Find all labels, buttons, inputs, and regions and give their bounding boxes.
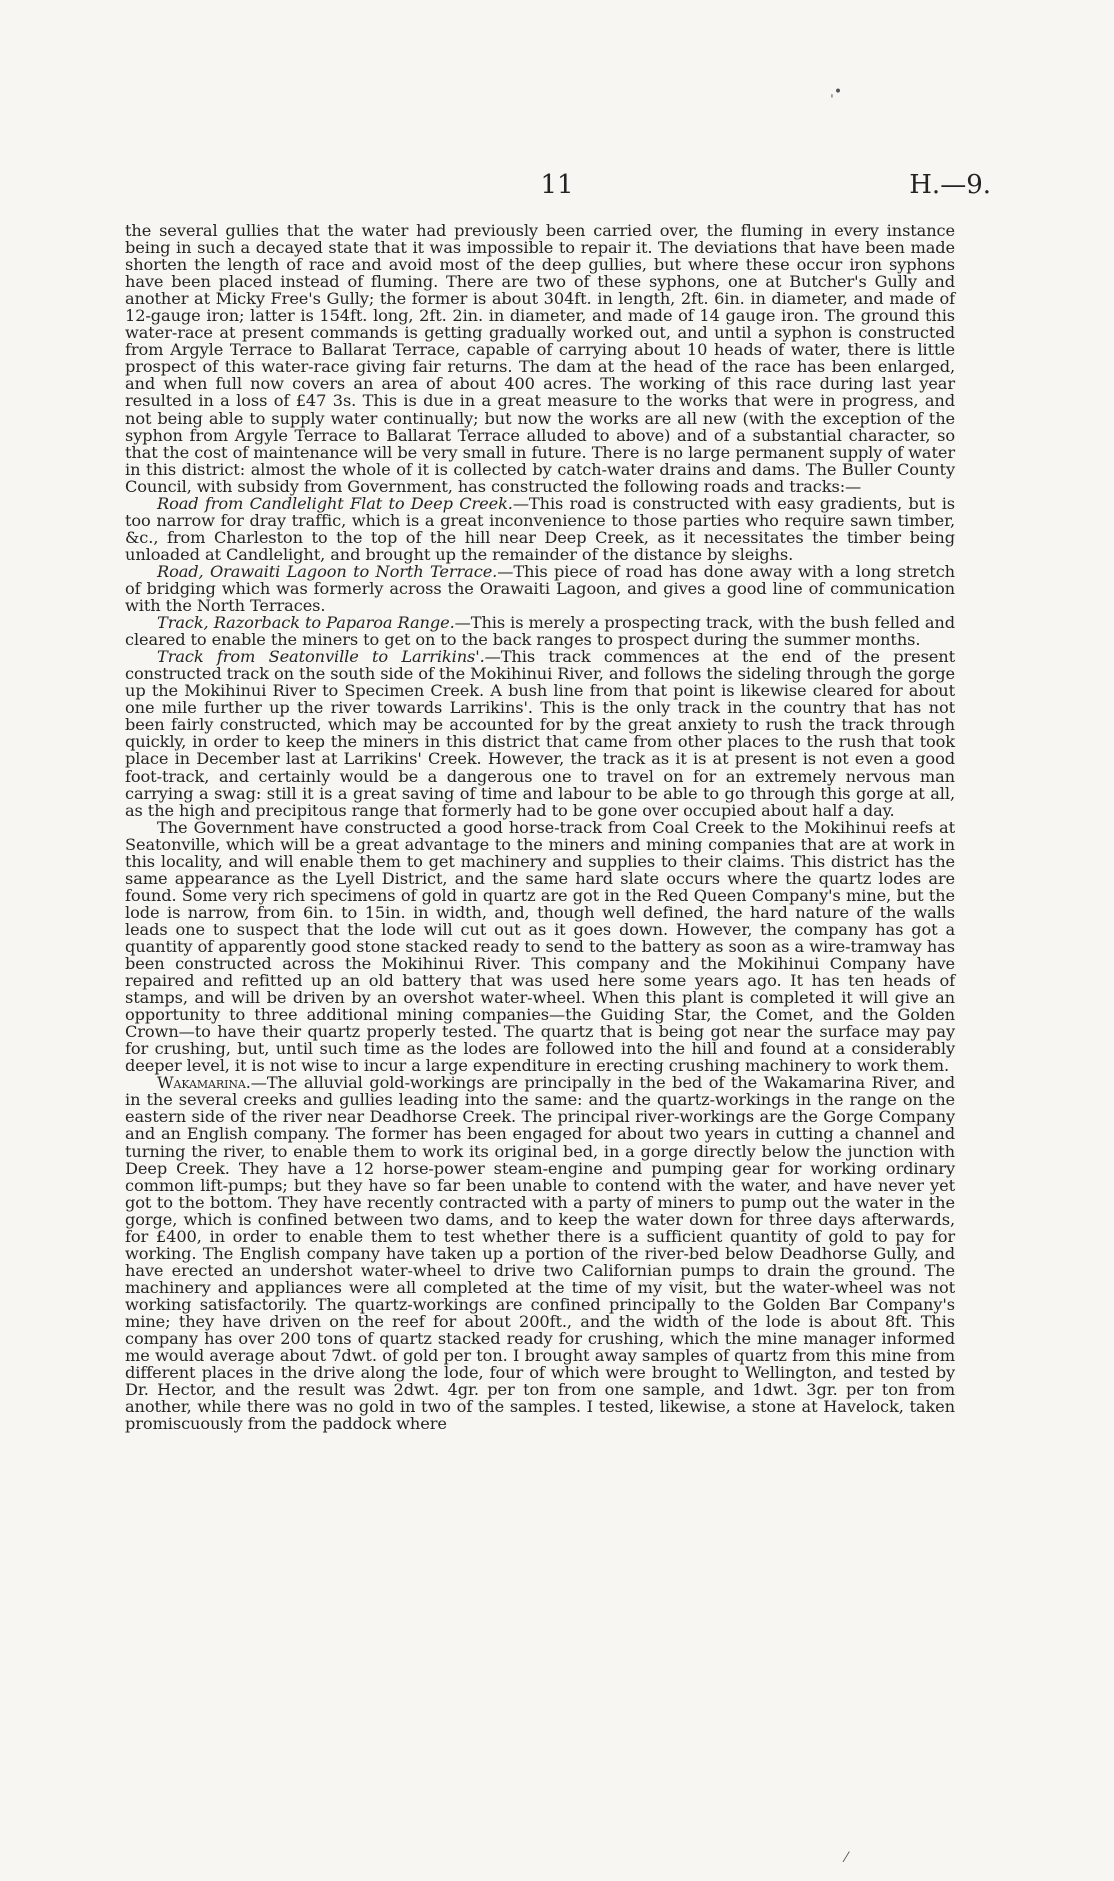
- paragraph-heading: Track from Seatonville to Larrikins'.: [157, 647, 485, 667]
- paragraph-road-orawaiti: Road, Orawaiti Lagoon to North Terrace.—This piece of road has done away with a long stretch of bridging which was formerly across the Orawaiti Lagoon, and gives a good line of communication with the North Terraces.: [125, 561, 955, 616]
- paragraph-water-race: the several gullies that the water had previously been carried over, the fluming in every instance being in such a decayed state that it was impossible to repair it. The deviations that have been made shorten the length of race and avoid most of the deep gullies, but where these occur iron syphons have been placed instead of fluming. There are two of these syphons, one at Butcher's Gully and another at Micky Free's Gully; the former is about 304ft. in length, 2ft. 6in. in diameter, and made of 12-gauge iron; latter is 154ft. long, 2ft. 2in. in diameter, and made of 14 gauge iron. The ground this water-race at present commands is getting gradually worked out, and until a syphon is constructed from Argyle Terrace to Ballarat Terrace, capable of carrying about 10 heads of water, there is little prospect of this water-race giving fair returns. The dam at the head of the race has been enlarged, and when full now covers an area of about 400 acres. The working of this race during last year resulted in a loss of £47 3s. This is due in a great measure to the works that were in progress, and not being able to supply water continually; but now the works are all new (with the exception of the syphon from Argyle Terrace to Ballarat Terrace alluded to above) and of a substantial character, so that the cost of maintenance will be very small in future. There is no large permanent supply of water in this district: almost the whole of it is collected by catch-water drains and dams. The Buller County Council, with subsidy from Government, has constructed the following roads and tracks:—: [125, 221, 955, 496]
- document-reference: H.—9.: [909, 170, 991, 200]
- paragraph-heading: Road from Candlelight Flat to Deep Creek.: [157, 493, 513, 513]
- paragraph-government-horse-track: The Government have constructed a good horse-track from Coal Creek to the Mokihinui reefs at Seatonville, which will be a great advantage to the miners and mining companies that are at work in this locality, and will enable them to get machinery and supplies to their claims. This district has the same appearance as the Lyell District, and the same hard slate occurs where the quartz lodes are found. Some very rich specimens of gold in quartz are got in the Red Queen Company's mine, but the lode is narrow, from 6in. to 15in. in width, and, though well defined, the hard nature of the walls leads one to suspect that the lode will cut out as it goes down. However, the company has got a quantity of apparently good stone stacked ready to send to the battery as soon as a wire-tramway has been constructed across the Mokihinui River. This company and the Mokihinui Company have repaired and refitted up an old battery that was used here some years ago. It has ten heads of stamps, and will be driven by an overshot water-wheel. When this plant is completed it will give an opportunity to three additional mining companies—the Guiding Star, the Comet, and the Golden Crown—to have their quartz properly tested. The quartz that is being got near the surface may pay for crushing, but, until such time as the lodes are followed into the hill and found at a considerably deeper level, it is not wise to incur a large expenditure in erecting crushing machinery to work them.: [125, 817, 955, 1076]
- paragraph-track-razorback: Track, Razorback to Paparoa Range.—This is merely a prospecting track, with the bush felled and cleared to enable the miners to get on to the back ranges to prospect during the summer months.: [125, 613, 955, 650]
- document-body: [125, 222, 955, 1432]
- page-number: 11: [540, 170, 574, 200]
- paragraph-heading: Track, Razorback to Paparoa Range.: [157, 613, 455, 633]
- paragraph-heading: Road, Orawaiti Lagoon to North Terrace.: [157, 561, 498, 581]
- paragraph-wakamarina: Wakamarina.—The alluvial gold-workings are principally in the bed of the Wakamarina River, and in the several creeks and gullies leading into the same: and the quartz-workings in the range on the eastern side of the river near Deadhorse Creek. The principal river-workings are the Gorge Company and an English company. The former has been engaged for about two years in cutting a channel and turning the river, to enable them to work its original bed, in a gorge directly below the junction with Deep Creek. They have a 12 horse-power steam-engine and pumping gear for working ordinary common lift-pumps; but they have so far been unable to contend with the water, and have never yet got to the bottom. They have recently contracted with a party of miners to pump out the water in the gorge, which is confined between two dams, and to keep the water down for three days afterwards, for £400, in order to enable them to test whether there is a sufficient quantity of gold to pay for working. The English company have taken up a portion of the river-bed below Deadhorse Gully, and have erected an undershot water-wheel to drive two Californian pumps to drain the ground. The machinery and appliances were all completed at the time of my visit, but the water-wheel was not working satisfactorily. The quartz-workings are confined principally to the Golden Bar Company's mine; they have driven on the reef for about 200ft., and the width of the lode is about 8ft. This company has over 200 tons of quartz stacked ready for crushing, which the mine manager informed me would average about 7dwt. of gold per ton. I brought away samples of quartz from this mine from different places in the drive along the lode, four of which were brought to Wellington, and tested by Dr. Hector, and the result was 2dwt. 4gr. per ton from one sample, and 1dwt. 3gr. per ton from another, while there was no gold in two of the samples. I tested, likewise, a stone at Havelock, taken promiscuously from the paddock where: [125, 1073, 955, 1434]
- section-heading-wakamarina: Wakamarina.: [157, 1073, 251, 1093]
- margin-mark-icon: ⁄: [845, 1850, 848, 1866]
- paragraph-road-candlelight: Road from Candlelight Flat to Deep Creek.—This road is constructed with easy gradients, but is too narrow for dray traffic, which is a great inconvenience to those parties who require sawn timber, &c., from Charleston to the top of the hill near Deep Creek, as it necessitates the timber being unloaded at Candlelight, and brought up the remainder of the distance by sleighs.: [125, 493, 955, 564]
- paragraph-track-seatonville: Track from Seatonville to Larrikins'.—This track commences at the end of the present constructed track on the south side of the Mokihinui River, and follows the sideling through the gorge up the Mokihinui River to Specimen Creek. A bush line from that point is likewise cleared for about one mile further up the river towards Larrikins'. This is the only track in the country that has not been fairly constructed, which may be accounted for by the great anxiety to rush the track through quickly, in order to keep the miners in this district that came from other places to the rush that took place in December last at Larrikins' Creek. However, the track as it is at present is not even a good foot-track, and certainly would be a dangerous one to travel on for an extremely nervous man carrying a swag: still it is a great saving of time and labour to be able to go through this gorge at all, as the high and precipitous range that formerly had to be gone over occupied about half a day.: [125, 647, 956, 820]
- margin-mark-icon: ˌ•: [830, 84, 843, 100]
